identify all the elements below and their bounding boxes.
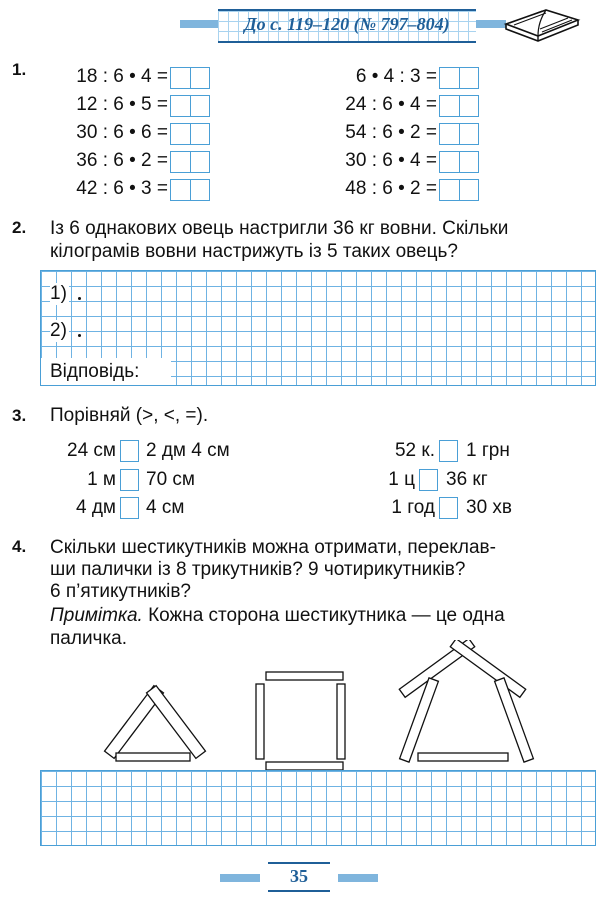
task3-row1-left-b: 2 дм 4 см	[146, 440, 230, 461]
book-icon	[502, 2, 582, 42]
task1-number: 1.	[12, 60, 27, 79]
task1-expr-r3: 54 : 6 • 2 =	[345, 122, 437, 143]
task3-row2-right-b: 36 кг	[446, 469, 488, 490]
task2-answer-label: Відповідь:	[50, 361, 140, 382]
header-title: До с. 119–120 (№ 797–804)	[244, 14, 450, 34]
task1-answer-box-l4[interactable]	[170, 151, 210, 173]
task1-answer-box-r2[interactable]	[439, 95, 479, 117]
task4-number: 4.	[12, 537, 27, 556]
task3-compare-box-2[interactable]	[120, 469, 139, 491]
task1-expr-r1: 6 • 4 : 3 =	[355, 66, 437, 87]
task1-answer-box-r4[interactable]	[439, 151, 479, 173]
task4-line1: Скільки шестикутників можна отримати, переклав-	[50, 537, 496, 558]
task1-expr-r4: 30 : 6 • 4 =	[345, 150, 437, 171]
task1-expr-l3: 30 : 6 • 6 =	[76, 122, 168, 143]
task4-note-line2: паличка.	[50, 628, 128, 649]
page-number: 35	[290, 866, 308, 886]
task2-step2-dot	[78, 334, 81, 337]
task3-row3-right-a: 1 год	[391, 497, 435, 518]
task1-answer-box-r1[interactable]	[439, 67, 479, 89]
header-box	[218, 9, 476, 43]
header-bar-left	[180, 20, 220, 28]
footer-bar-right	[338, 874, 378, 882]
task1-answer-box-l3[interactable]	[170, 123, 210, 145]
task1-expr-l2: 12 : 6 • 5 =	[76, 94, 168, 115]
task3-row1-right-b: 1 грн	[466, 440, 510, 461]
task1-answer-box-l1[interactable]	[170, 67, 210, 89]
task1-expr-l4: 36 : 6 • 2 =	[76, 150, 168, 171]
stick-figures	[100, 640, 540, 770]
task4-line2: ши палички із 8 трикутників? 9 чотирикутників?	[50, 559, 466, 580]
task1-answer-box-r5[interactable]	[439, 179, 479, 201]
task1-expr-r5: 48 : 6 • 2 =	[345, 178, 437, 199]
task3-prompt: Порівняй (>, <, =).	[50, 405, 209, 426]
task1-expr-l1: 18 : 6 • 4 =	[76, 66, 168, 87]
footer-bar-left	[220, 874, 260, 882]
task1-expr-l5: 42 : 6 • 3 =	[76, 178, 168, 199]
task3-compare-box-1[interactable]	[120, 440, 139, 462]
task3-row3-left-b: 4 см	[146, 497, 185, 518]
task2-line2: кілограмів вовни настрижуть із 5 таких овець?	[50, 241, 458, 262]
task2-step1: 1)	[50, 283, 67, 304]
task2-step2: 2)	[50, 320, 67, 341]
task3-row3-right-b: 30 хв	[466, 497, 513, 518]
task4-note	[50, 605, 505, 627]
task3-compare-box-3[interactable]	[120, 497, 139, 519]
square-sticks	[256, 672, 345, 770]
task3-row2-left-b: 70 см	[146, 469, 195, 490]
task3-row3-left-a: 4 дм	[76, 497, 116, 518]
task1-expr-r2: 24 : 6 • 4 =	[345, 94, 437, 115]
task4-line3: 6 п’ятикутників?	[50, 581, 191, 602]
pentagon-sticks	[399, 640, 533, 762]
task3-number: 3.	[12, 406, 27, 425]
task3-compare-box-5[interactable]	[419, 469, 438, 491]
task3-compare-box-4[interactable]	[439, 440, 458, 462]
task3-row2-right-a: 1 ц	[388, 469, 415, 490]
task3-row1-left-a: 24 см	[67, 440, 116, 461]
task2-number: 2.	[12, 218, 27, 237]
task3-row2-left-a: 1 м	[87, 469, 116, 490]
triangle-sticks	[105, 686, 206, 761]
task1-answer-box-r3[interactable]	[439, 123, 479, 145]
task4-solution-grid[interactable]	[40, 770, 596, 846]
task1-answer-box-l2[interactable]	[170, 95, 210, 117]
task4-note-text: Кожна сторона шестикутника — це одна	[142, 605, 505, 626]
task3-compare-box-6[interactable]	[439, 497, 458, 519]
task2-line1: Із 6 однакових овець настригли 36 кг вовни. Скільки	[50, 218, 509, 239]
task3-row1-right-a: 52 к.	[394, 440, 435, 461]
task4-note-label: Примітка.	[50, 605, 143, 626]
task1-answer-box-l5[interactable]	[170, 179, 210, 201]
task2-step1-dot	[78, 297, 81, 300]
footer-box	[268, 862, 330, 892]
